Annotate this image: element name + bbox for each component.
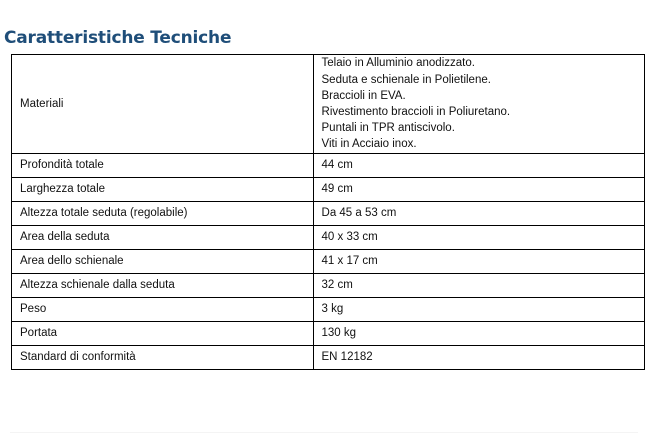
spec-value: 3 kg [313, 298, 644, 322]
material-line: Seduta e schienale in Polietilene. [321, 73, 491, 86]
spec-value: EN 12182 [313, 346, 644, 370]
spec-label: Standard di conformità [12, 346, 314, 370]
spec-label: Area dello schienale [12, 250, 314, 274]
material-line: Viti in Acciaio inox. [321, 138, 417, 151]
spec-label: Area della seduta [12, 226, 314, 250]
spec-value: 41 x 17 cm [313, 250, 644, 274]
spec-value: 44 cm [313, 154, 644, 178]
material-line: Rivestimento braccioli in Poliuretano. [321, 106, 511, 118]
table-row [12, 322, 645, 346]
spec-label: Profondità totale [12, 154, 314, 178]
table-row [12, 274, 645, 298]
material-line: Puntali in TPR antiscivolo. [321, 122, 455, 135]
table-row [12, 298, 645, 322]
table-row [12, 154, 645, 178]
spec-label: Peso [12, 298, 314, 322]
table-row [12, 250, 645, 274]
spec-label: Altezza totale seduta (regolabile) [12, 202, 314, 226]
spec-label: Altezza schienale dalla seduta [12, 274, 314, 298]
spec-label: Larghezza totale [12, 178, 314, 202]
table-row [12, 202, 645, 226]
section-title: Caratteristiche Tecniche [4, 28, 232, 48]
spec-value: Da 45 a 53 cm [313, 202, 644, 226]
material-line: Braccioli in EVA. [321, 89, 406, 102]
table-row-materials [12, 55, 645, 154]
table-row [12, 346, 645, 370]
spec-value-materials [313, 55, 644, 154]
specs-table [11, 54, 645, 370]
material-line: Telaio in Alluminio anodizzato. [321, 57, 475, 70]
spec-value: 40 x 33 cm [313, 226, 644, 250]
spec-value: 130 kg [313, 322, 644, 346]
spec-label: Materiali [12, 55, 314, 154]
spec-label: Portata [12, 322, 314, 346]
spec-value: 32 cm [313, 274, 644, 298]
table-row [12, 226, 645, 250]
spec-value: 49 cm [313, 178, 644, 202]
table-row [12, 178, 645, 202]
